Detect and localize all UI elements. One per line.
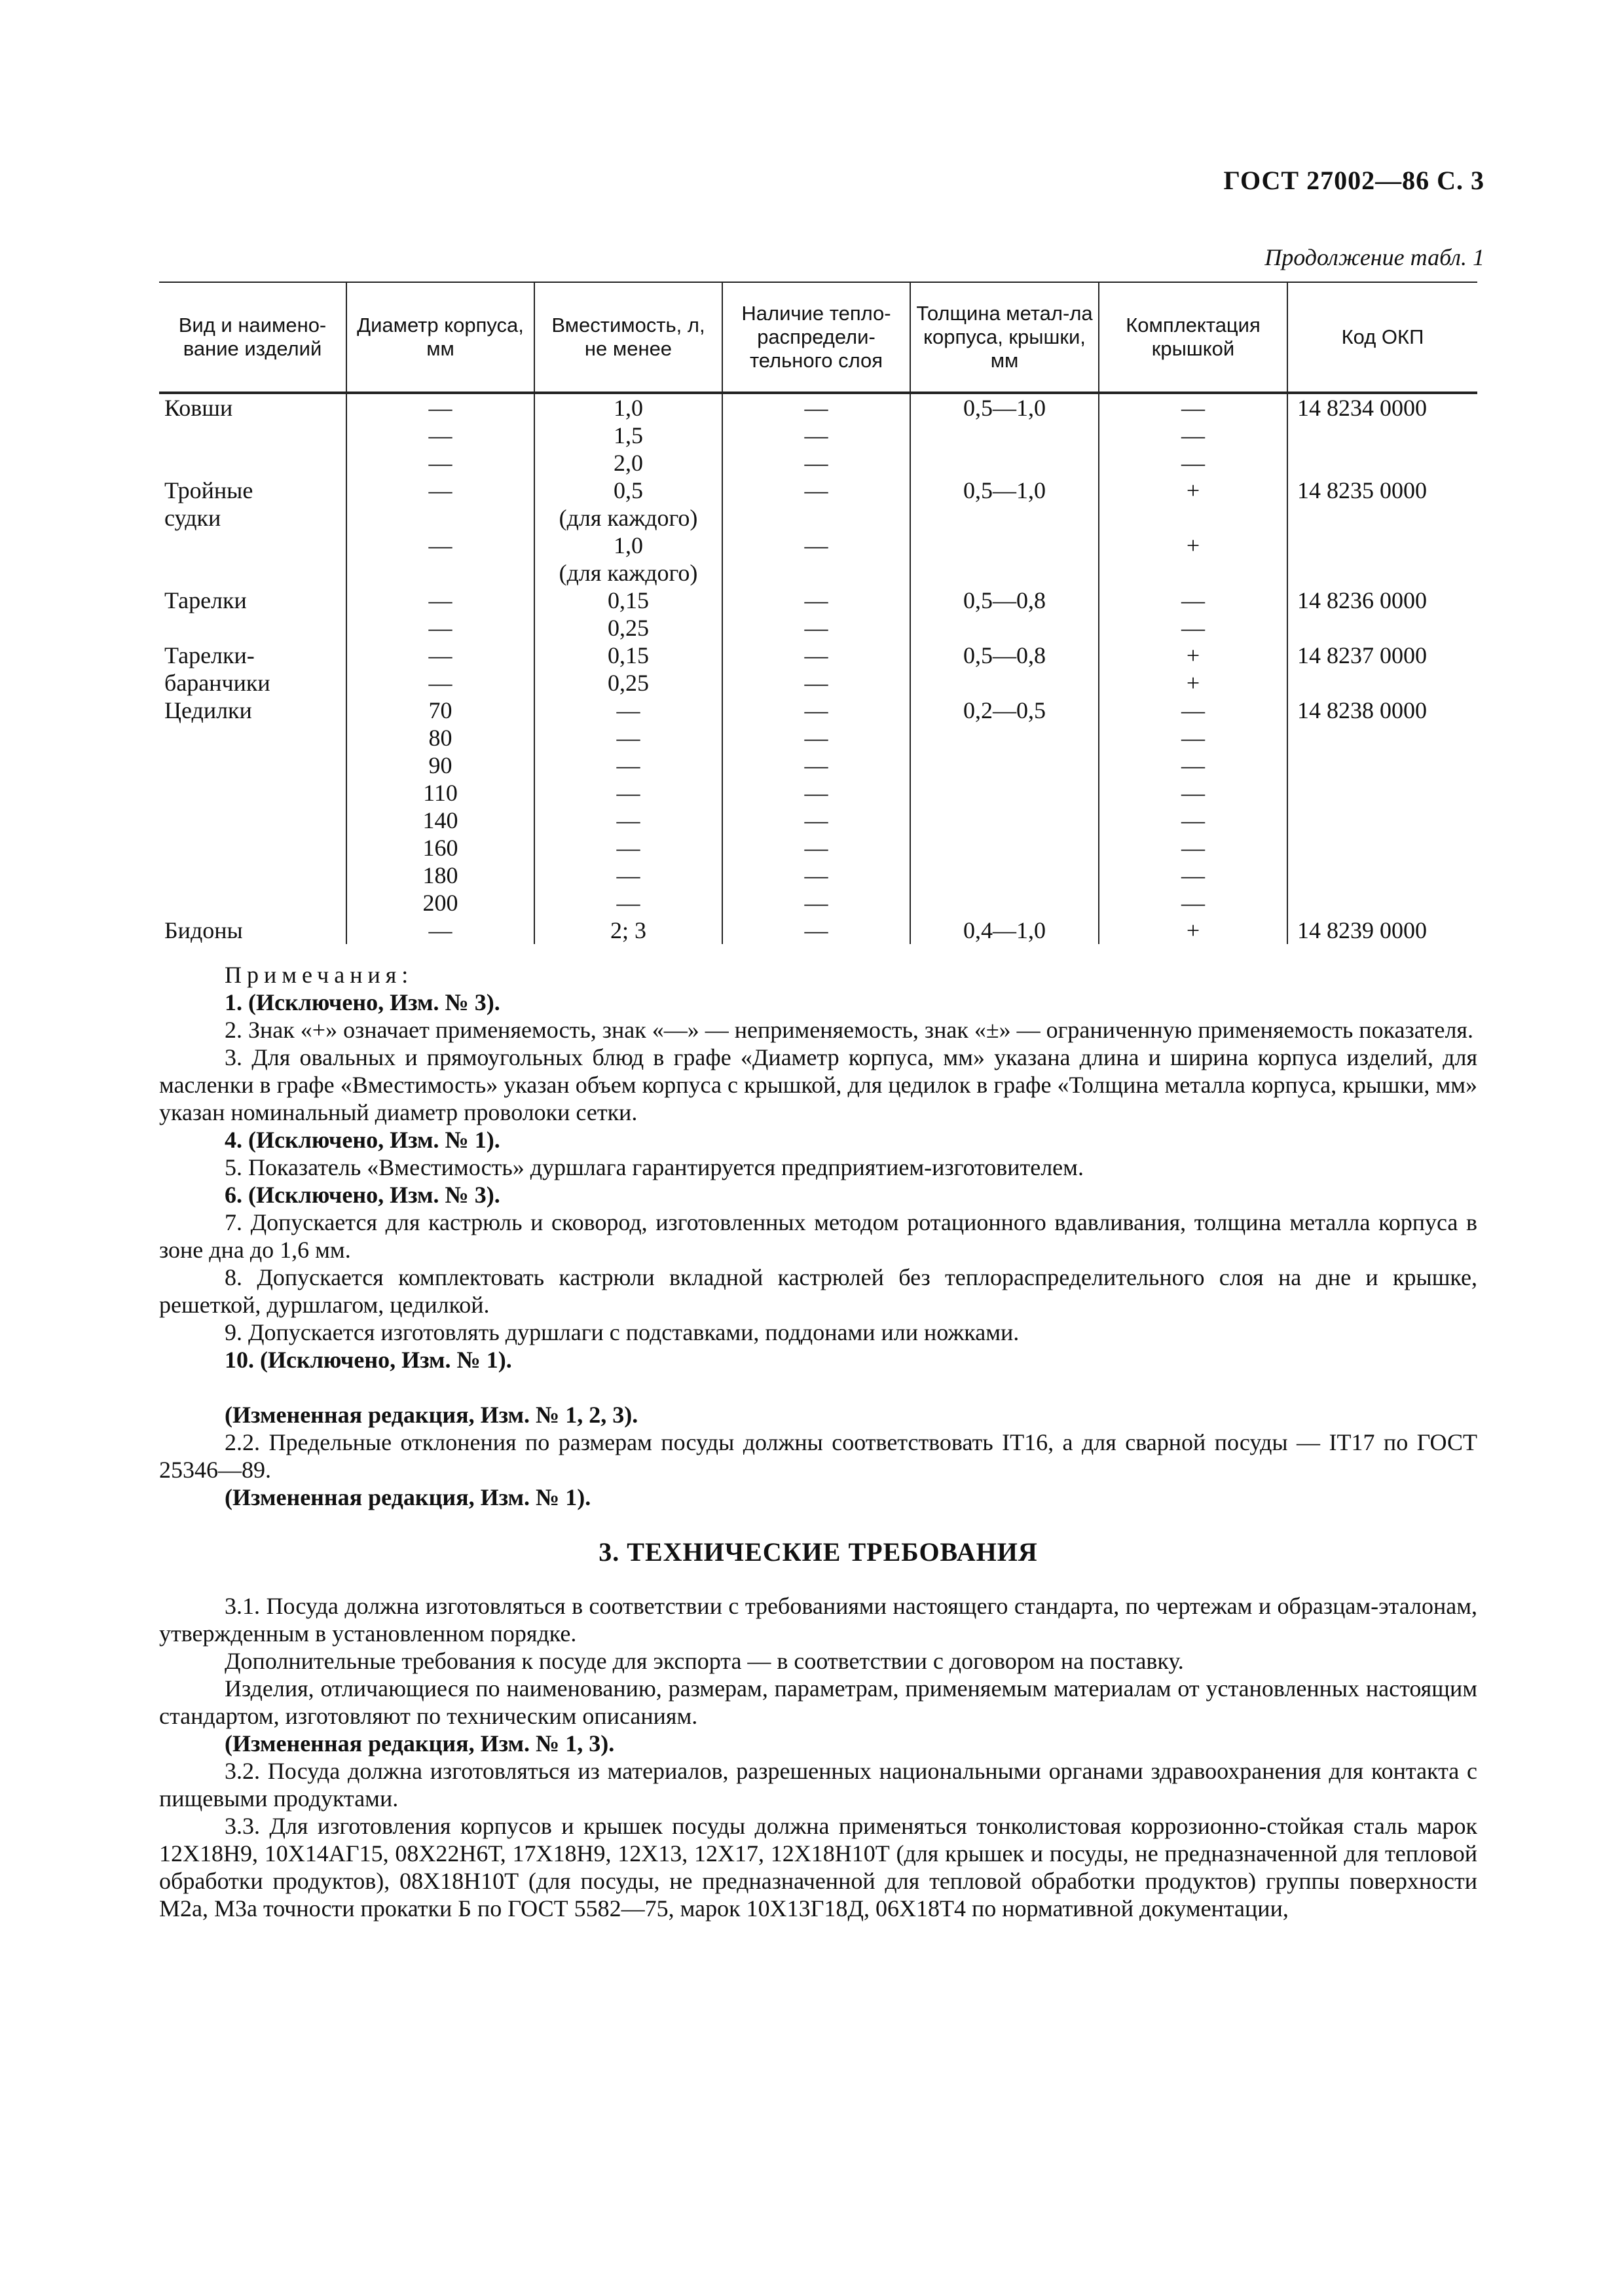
note-item: 7. Допускается для кастрюль и сковород, изготовленных методом ротационного вдавливания, толщина металла корпуса в зоне дна до 1,6 мм. — [159, 1209, 1477, 1263]
column-header: Диаметр корпуса, мм — [346, 282, 534, 393]
table-row — [159, 917, 1477, 944]
note-item: 3. Для овальных и прямоугольных блюд в графе «Диаметр корпуса, мм» указана длина и ширина корпуса изделий, для масленки в графе «Вместимость» указан объем корпуса с крышкой, для цедилок в графе «Толщина металла корпуса, крышки, мм» указан номинальный диаметр проволоки сетки. — [159, 1044, 1477, 1125]
clause-3-2: 3.2. Посуда должна изготовляться из материалов, разрешенных национальными органами здравоохранения для контакта с пищевыми продуктами. — [159, 1758, 1477, 1812]
table-cell — [910, 422, 1099, 449]
table-cell — [159, 724, 346, 752]
table-cell: — — [346, 642, 534, 669]
table-cell: — — [722, 889, 910, 917]
table-cell — [1287, 449, 1477, 477]
table-cell: (для каждого) — [534, 559, 722, 587]
table-cell: 160 — [346, 834, 534, 862]
table-cell — [159, 807, 346, 834]
table-row — [159, 587, 1477, 614]
note-item: 8. Допускается комплектовать кастрюли вкладной кастрюлей без теплораспределительного слоя на дне и крышке, решеткой, дуршлагом, цедилкой. — [159, 1264, 1477, 1318]
table-cell: 0,2—0,5 — [910, 697, 1099, 724]
table-cell — [722, 559, 910, 587]
amendment-note: (Измененная редакция, Изм. № 1, 2, 3). — [225, 1402, 638, 1428]
note-item: 2. Знак «+» означает применяемость, знак «—» — неприменяемость, знак «±» — ограниченную применяемость показателя. — [225, 1017, 1473, 1043]
table-row — [159, 532, 1477, 559]
table-cell: — — [346, 614, 534, 642]
table-cell: Ковши — [164, 395, 233, 421]
table-cell — [346, 504, 534, 532]
table-cell: 90 — [346, 752, 534, 779]
table-cell: 1,0 — [534, 532, 722, 559]
table-cell — [910, 834, 1099, 862]
table-cell: — — [1099, 807, 1287, 834]
table-row — [159, 889, 1477, 917]
column-header: Комплектация крышкой — [1099, 282, 1287, 393]
table-cell: — — [1099, 889, 1287, 917]
table-row — [159, 779, 1477, 807]
amendment-note: (Измененная редакция, Изм. № 1). — [225, 1484, 591, 1510]
table-cell — [1287, 779, 1477, 807]
column-header: Вид и наимено-вание изделий — [159, 282, 346, 393]
table-cell — [910, 614, 1099, 642]
table-cell — [1287, 504, 1477, 532]
table-cell — [159, 532, 346, 559]
table-cell: 14 8239 0000 — [1287, 917, 1477, 944]
table-cell — [1287, 669, 1477, 697]
table-cell — [910, 862, 1099, 889]
table-cell: — — [722, 752, 910, 779]
table-row — [159, 477, 1477, 504]
table-cell: + — [1099, 642, 1287, 669]
table-cell: — — [346, 477, 534, 504]
table-row — [159, 669, 1477, 697]
table-cell: 0,25 — [534, 669, 722, 697]
products-table — [159, 282, 1477, 944]
table-cell: — — [722, 862, 910, 889]
table-cell: — — [722, 724, 910, 752]
table-cell: 180 — [346, 862, 534, 889]
table-cell: — — [1099, 393, 1287, 422]
table-cell: 1,0 — [534, 393, 722, 422]
table-cell: 2,0 — [534, 449, 722, 477]
table-cell: — — [722, 807, 910, 834]
table-cell: — — [346, 917, 534, 944]
notes-block — [159, 961, 1477, 1922]
table-cell — [910, 807, 1099, 834]
table-row — [159, 807, 1477, 834]
column-header: Код ОКП — [1287, 282, 1477, 393]
table-cell: 0,5—1,0 — [910, 393, 1099, 422]
table-cell: — — [1099, 697, 1287, 724]
table-cell: — — [722, 917, 910, 944]
table-cell — [1287, 862, 1477, 889]
table-cell: 0,15 — [534, 642, 722, 669]
table-cell — [1099, 504, 1287, 532]
table-cell: — — [534, 724, 722, 752]
table-row — [159, 393, 1477, 422]
table-cell: — — [1099, 779, 1287, 807]
table-cell — [1287, 422, 1477, 449]
note-item: 6. (Исключено, Изм. № 3). — [225, 1182, 500, 1208]
table-cell — [159, 752, 346, 779]
clause-3-1-export: Дополнительные требования к посуде для экспорта — в соответствии с договором на поставку. — [225, 1648, 1184, 1674]
table-cell: баранчики — [164, 670, 270, 696]
table-row — [159, 834, 1477, 862]
table-cell — [910, 449, 1099, 477]
table-cell: — — [534, 752, 722, 779]
table-cell — [159, 889, 346, 917]
table-cell — [159, 614, 346, 642]
table-cell: — — [722, 449, 910, 477]
table-cell — [910, 779, 1099, 807]
table-cell — [1287, 834, 1477, 862]
clause-2-2: 2.2. Предельные отклонения по размерам посуды должны соответствовать IT16, а для сварной посуды — IT17 по ГОСТ 25346—89. — [159, 1429, 1477, 1483]
table-row — [159, 614, 1477, 642]
table-cell: судки — [164, 505, 221, 531]
table-cell: — — [1099, 752, 1287, 779]
table-cell: 0,5 — [534, 477, 722, 504]
table-row — [159, 449, 1477, 477]
table-header-row — [159, 282, 1477, 393]
table-cell: 140 — [346, 807, 534, 834]
table-row — [159, 642, 1477, 669]
amendment-note: (Измененная редакция, Изм. № 1, 3). — [225, 1730, 615, 1757]
table-cell: 1,5 — [534, 422, 722, 449]
table-cell: 14 8235 0000 — [1287, 477, 1477, 504]
table-cell — [1287, 532, 1477, 559]
table-cell — [159, 422, 346, 449]
table-cell: 0,25 — [534, 614, 722, 642]
table-cell: 0,5—1,0 — [910, 477, 1099, 504]
table-cell: + — [1099, 532, 1287, 559]
table-cell: — — [722, 422, 910, 449]
table-cell: — — [346, 587, 534, 614]
table-cell: — — [346, 669, 534, 697]
table-cell: — — [346, 532, 534, 559]
note-item: 10. (Исключено, Изм. № 1). — [225, 1347, 512, 1373]
table-cell: — — [534, 807, 722, 834]
table-cell: 0,4—1,0 — [910, 917, 1099, 944]
table-cell: — — [722, 642, 910, 669]
table-cell — [1287, 614, 1477, 642]
table-cell — [910, 504, 1099, 532]
table-cell: — — [722, 834, 910, 862]
clause-3-1: 3.1. Посуда должна изготовляться в соответствии с требованиями настоящего стандарта, по чертежам и образцам-эталонам, утвержденным в установленном порядке. — [159, 1593, 1477, 1647]
table-cell — [159, 449, 346, 477]
table-cell: 80 — [346, 724, 534, 752]
table-cell: — — [534, 889, 722, 917]
table-cell: — — [722, 393, 910, 422]
table-cell: — — [722, 477, 910, 504]
table-cell — [1287, 889, 1477, 917]
table-cell — [1287, 752, 1477, 779]
table-cell: 110 — [346, 779, 534, 807]
table-cell — [159, 862, 346, 889]
table-cell: — — [1099, 587, 1287, 614]
table-cell: — — [1099, 614, 1287, 642]
table-cell: — — [722, 669, 910, 697]
table-cell — [346, 559, 534, 587]
table-body — [159, 393, 1477, 944]
table-cell: — — [1099, 449, 1287, 477]
clause-3-3: 3.3. Для изготовления корпусов и крышек посуды должна применяться тонколистовая коррозионно-стойкая сталь марок 12Х18Н9, 10Х14АГ15, 08Х22Н6Т, 17Х18Н9, 12Х13, 12Х17, 12Х18Н10Т (для крышек и посуды, не предназначенной для тепловой обработки продуктов), 08Х18Н10Т (для посуды, не предназначенной для тепловой обработки продуктов) группы поверхности М2а, М3а точности прокатки Б по ГОСТ 5582—75, марок 10Х13Г18Д, 06Х18Т4 по нормативной документации, — [159, 1813, 1477, 1922]
table-cell — [1287, 559, 1477, 587]
table-row — [159, 697, 1477, 724]
notes-heading: Примечания: — [225, 962, 414, 988]
table-cell: 14 8237 0000 — [1287, 642, 1477, 669]
table-cell: + — [1099, 917, 1287, 944]
table-cell: 2; 3 — [534, 917, 722, 944]
table-cell: — — [722, 587, 910, 614]
note-item: 5. Показатель «Вместимость» дуршлага гарантируется предприятием-изготовителем. — [225, 1154, 1084, 1180]
table-cell — [910, 889, 1099, 917]
table-cell — [159, 559, 346, 587]
table-cell: Бидоны — [164, 917, 243, 943]
column-header: Наличие тепло-распредели-тельного слоя — [722, 282, 910, 393]
table-row — [159, 862, 1477, 889]
table-cell: — — [534, 779, 722, 807]
table-cell: Тарелки- — [164, 642, 255, 668]
note-item: 9. Допускается изготовлять дуршлаги с подставками, поддонами или ножками. — [225, 1319, 1020, 1345]
table-row — [159, 504, 1477, 532]
table-cell: — — [534, 697, 722, 724]
section-title: 3. ТЕХНИЧЕСКИЕ ТРЕБОВАНИЯ — [599, 1537, 1038, 1567]
table-cell: — — [722, 697, 910, 724]
table-cell: — — [1099, 862, 1287, 889]
table-cell — [1099, 559, 1287, 587]
notes-list — [159, 989, 1477, 1374]
table-cell: — — [1099, 422, 1287, 449]
table-cell — [910, 559, 1099, 587]
table-cell — [722, 504, 910, 532]
table-cell: — — [722, 532, 910, 559]
table-cell: + — [1099, 477, 1287, 504]
note-item: 4. (Исключено, Изм. № 1). — [225, 1127, 500, 1153]
table-row — [159, 724, 1477, 752]
table-continuation-label: Продолжение табл. 1 — [1264, 244, 1484, 270]
table-cell: 0,5—0,8 — [910, 587, 1099, 614]
table-cell: 14 8234 0000 — [1287, 393, 1477, 422]
table-cell: 200 — [346, 889, 534, 917]
table-cell — [159, 779, 346, 807]
table-cell — [910, 669, 1099, 697]
table-cell: 0,5—0,8 — [910, 642, 1099, 669]
column-header: Вместимость, л, не менее — [534, 282, 722, 393]
note-item: 1. (Исключено, Изм. № 3). — [225, 989, 500, 1015]
page-header: ГОСТ 27002—86 С. 3 — [1223, 166, 1484, 195]
table-cell: — — [722, 614, 910, 642]
table-cell: 14 8236 0000 — [1287, 587, 1477, 614]
table-cell — [159, 834, 346, 862]
table-cell: + — [1099, 669, 1287, 697]
table-cell: — — [1099, 834, 1287, 862]
table-cell: — — [534, 834, 722, 862]
table-cell: — — [346, 393, 534, 422]
column-header: Толщина метал-ла корпуса, крышки, мм — [910, 282, 1099, 393]
table-cell: Тройные — [164, 477, 253, 503]
table-cell — [1287, 724, 1477, 752]
table-cell: — — [534, 862, 722, 889]
table-cell — [910, 724, 1099, 752]
table-cell — [910, 532, 1099, 559]
table-cell: Тарелки — [164, 587, 247, 613]
table-cell: Цедилки — [164, 697, 252, 723]
clause-3-1-products: Изделия, отличающиеся по наименованию, размерам, параметрам, применяемым материалам от установленных настоящим стандартом, изготовляют по техническим описаниям. — [159, 1675, 1477, 1729]
table-cell: 0,15 — [534, 587, 722, 614]
table-cell: 14 8238 0000 — [1287, 697, 1477, 724]
table-cell: — — [722, 779, 910, 807]
table-row — [159, 422, 1477, 449]
table-row — [159, 752, 1477, 779]
table-cell: (для каждого) — [534, 504, 722, 532]
table-row — [159, 559, 1477, 587]
table-cell: 70 — [346, 697, 534, 724]
table-cell — [910, 752, 1099, 779]
table-cell: — — [346, 449, 534, 477]
table-cell: — — [346, 422, 534, 449]
table-cell: — — [1099, 724, 1287, 752]
table-cell — [1287, 807, 1477, 834]
